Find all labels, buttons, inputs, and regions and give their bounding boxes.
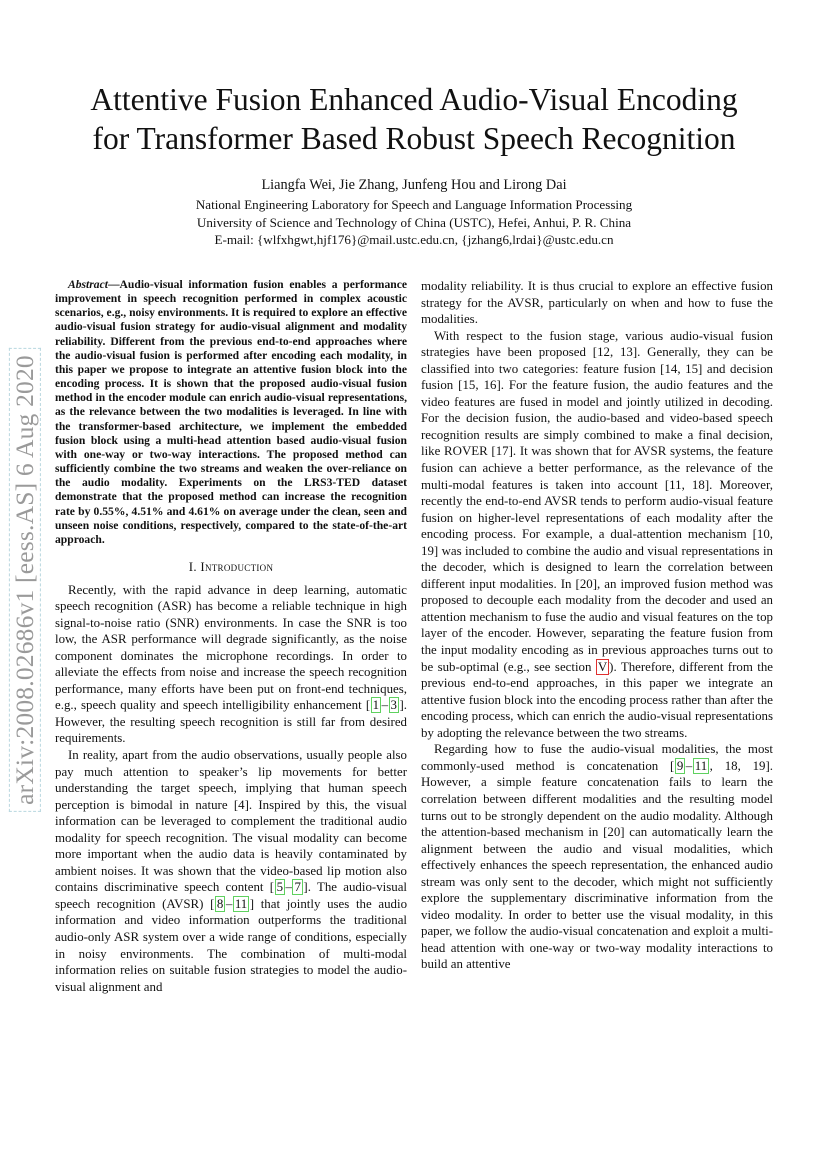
- citation-separator: ,: [737, 758, 753, 773]
- citation-number[interactable]: 8: [216, 896, 224, 911]
- citation-number[interactable]: 7: [294, 880, 301, 895]
- citation-number[interactable]: 3: [390, 698, 397, 713]
- email-line: E-mail: {wlfxhgwt,hjf176}@mail.ustc.edu.cn, {jzhang6,lrdai}@ustc.edu.cn: [214, 232, 614, 248]
- text-run: Regarding how to fuse the audio-visual modalities, the most commonly-used method is concatenation [: [421, 742, 773, 773]
- intro-paragraph-4: [421, 741, 773, 973]
- citation-link[interactable]: 15: [462, 378, 476, 393]
- paper-title: [40, 80, 788, 158]
- citation-link[interactable]: [274, 880, 303, 894]
- text-run: ]. Generally, they can be classified into two categories: feature fusion [: [421, 345, 773, 376]
- citation-link[interactable]: 17: [495, 444, 509, 459]
- citation-number[interactable]: 5: [276, 880, 284, 895]
- abstract-text: —Audio-visual information fusion enables a performance improvement in speech recognition performed in complex acoustic scenarios, e.g., noisy environments. It is required to explore an effective audio-visual fusion strategy for audio-visual alignment and modality reliability. Different from the previous end-to-end approaches where the audio-visual fusion is performed after encoding each modality, in this paper we propose to integrate an attentive fusion block into the encoding process. It is shown that the proposed audio-visual fusion method in the encoder module can enrich audio-visual representations, as the relevance between the two modalities is leveraged. In line with the transformer-based architecture, we implement the embedded fusion block using a multi-head attention based audio-visual fusion with one-way or two-way interactions. The proposed method can sufficiently combine the two streams and weaken the over-reliance on the audio modality. Experiments on the LRS3-TED dataset demonstrate that the proposed method can increase the recognition rate by 0.55%, 4.51% and 4.61% on average under the clean, seen and unseen noise conditions, respectively, compared to the state-of-the-art approach.: [55, 278, 407, 546]
- citation-separator: ,: [681, 477, 692, 492]
- text-run: ]. However, the resulting speech recognition is still far from desired requirements.: [55, 698, 407, 746]
- affiliation-line-2: University of Science and Technology of China (USTC), Hefei, Anhui, P. R. China: [196, 214, 632, 230]
- text-run: ], an improved fusion method was proposed to decouple each modality from the decoder and used an attention mechanism to fuse the audio and visual features on the top layer of the encoder. However, separating the feature fusion from the input modality encoding as in previous approaches turns out to be sub-optimal (e.g., see section: [421, 576, 773, 674]
- affiliation-line-1: National Engineering Laboratory for Speech and Language Information Processing: [195, 197, 633, 212]
- abstract: [55, 278, 407, 547]
- affiliation-block: [60, 196, 768, 249]
- intro-paragraph-3: [421, 328, 773, 742]
- citation-range-dash: –: [285, 880, 292, 895]
- left-column: [55, 278, 407, 995]
- citation-link[interactable]: 13: [619, 345, 633, 360]
- citation-link[interactable]: [370, 698, 399, 712]
- citation-link[interactable]: 14: [664, 361, 678, 376]
- text-run: ] that jointly uses the audio information and video information outperforms the traditional audio-only ASR system over a wide range of conditions, especially in noisy environments. The combination of multi-modal information relies on suitable fusion strategies to model the audio-visual alignment and: [55, 896, 408, 994]
- citation-separator: ,: [769, 527, 773, 542]
- citation-separator: ,: [709, 758, 725, 773]
- arxiv-identifier[interactable]: arXiv:2008.02686v1 [eess.AS] 6 Aug 2020: [9, 348, 41, 812]
- text-run: ]. It was shown that for AVSR systems, the feature fusion can achieve a better performance, as the relevance of the multi-modal features is taken into account [: [421, 444, 774, 492]
- arxiv-stamp: [0, 330, 50, 830]
- citation-range-dash: –: [685, 758, 693, 773]
- right-column: [421, 278, 773, 973]
- citation-range-dash: –: [225, 896, 233, 911]
- citation-number[interactable]: 11: [234, 896, 248, 911]
- section-reference-link[interactable]: V: [597, 659, 608, 674]
- text-run: ]. However, a simple feature concatenation fails to learn the correlation between different modalities and the resulting model turns out to be strongly dependent on the audio modality. Although the attention-based mechanism in [: [421, 758, 773, 840]
- text-run: ] was included to combine the audio and visual representations in the decoder, which is designed to learn the correlation between different input modalities. In [: [421, 543, 773, 591]
- citation-link[interactable]: 18: [691, 477, 705, 492]
- title-line-2: for Transformer Based Robust Speech Recognition: [92, 121, 736, 156]
- citation-separator: ,: [677, 361, 686, 376]
- citation-link[interactable]: [674, 759, 709, 773]
- intro-paragraph-1: [55, 582, 407, 747]
- citation-number[interactable]: 11: [694, 758, 708, 773]
- citation-link[interactable]: 20: [579, 576, 593, 591]
- citation-range-dash: –: [381, 698, 389, 713]
- citation-link[interactable]: 20: [607, 825, 621, 840]
- citation-link[interactable]: [214, 897, 249, 911]
- citation-link[interactable]: 19: [421, 543, 434, 558]
- citation-number[interactable]: 1: [372, 698, 380, 713]
- text-run: Recently, with the rapid advance in deep learning, automatic speech recognition (ASR) has become a reliable technique in high signal-to-noise ratio (SNR) environments. In case the SNR is too low, the ASR performance will degrade significantly, as the noise component dominates the microphone recordings. In order to alleviate the effects from noise and increase the speech recognition performance, many efforts have been put on front-end techniques, e.g., speech quality and speech intelligibility enhancement [: [55, 582, 407, 713]
- text-run: ]. The audio-visual speech recognition (AVSR) [: [55, 880, 407, 911]
- text-run: ] and decision fusion [: [421, 361, 774, 393]
- abstract-label: Abstract: [68, 278, 108, 291]
- intro-paragraph-continued: modality reliability. It is thus crucial to explore an effective fusion strategy for the AVSR, particularly on when and how to fuse the modalities.: [421, 279, 773, 327]
- citation-separator: ,: [475, 378, 484, 393]
- citation-link[interactable]: 12: [597, 345, 610, 360]
- intro-paragraph-2: [55, 747, 407, 995]
- text-run: ]. For the feature fusion, the audio features and the video features are fused in model and jointly utilized in decoding. For the decision fusion, the audio-based and video-based speech recognition results are simply combined to make a final decision, like ROVER [: [421, 378, 773, 459]
- citation-link[interactable]: 4: [238, 797, 245, 812]
- citation-number[interactable]: 9: [676, 758, 684, 773]
- citation-link[interactable]: 16: [483, 378, 497, 393]
- title-line-1: Attentive Fusion Enhanced Audio-Visual Encoding: [90, 82, 738, 117]
- text-run: ]. Moreover, recently the end-to-end AVSR tends to perform audio-visual feature fusion on higher-level representations of each modality after the encoding process. For example, a dual-attention mechanism [: [421, 477, 773, 542]
- citation-link[interactable]: 19: [752, 758, 766, 773]
- text-run: In reality, apart from the audio observations, usually people also pay much attention to speaker’s lip movements for better understanding the target speech, implying that human speech perception is bimodal in nature [: [55, 747, 407, 812]
- citation-link[interactable]: 15: [685, 361, 699, 376]
- citation-separator: ,: [609, 345, 620, 360]
- citation-link[interactable]: 10: [756, 527, 770, 542]
- citation-link[interactable]: 18: [724, 758, 738, 773]
- section-heading-introduction: I. Introduction: [188, 559, 274, 574]
- citation-link[interactable]: 11: [669, 477, 682, 492]
- author-list: Liangfa Wei, Jie Zhang, Junfeng Hou and Lirong Dai: [261, 177, 567, 193]
- text-run: With respect to the fusion stage, various audio-visual fusion strategies have been proposed [: [421, 328, 773, 360]
- text-run: ] can automatically learn the alignment between the audio and visual modalities, which effectively enhances the speech representation, the enhanced audio stream was only sent to the decoder, which might not sufficiently explore the supplementary discriminative information from the video modality. In order to better use the visual modality, in this paper, we follow the audio-visual concatenation and exploit a multi-head attention with one-way or two-way modality interactions to build an attentive: [421, 825, 773, 972]
- text-run: ). Therefore, different from the previous end-to-end approaches, in this paper we integrate an attentive fusion block into the encoding process rather than after the encoding process, which can enrich the audio-visual representations by adopting the relevance between the two streams.: [421, 659, 774, 740]
- text-run: ]. Inspired by this, the visual information can be leveraged to complement the traditional audio modality for speech recognition. The visual modality can become more important when the audio data is heavily contaminated by ambient noises. It was shown that the video-based lip motion also contains discriminative speech content [: [55, 797, 407, 895]
